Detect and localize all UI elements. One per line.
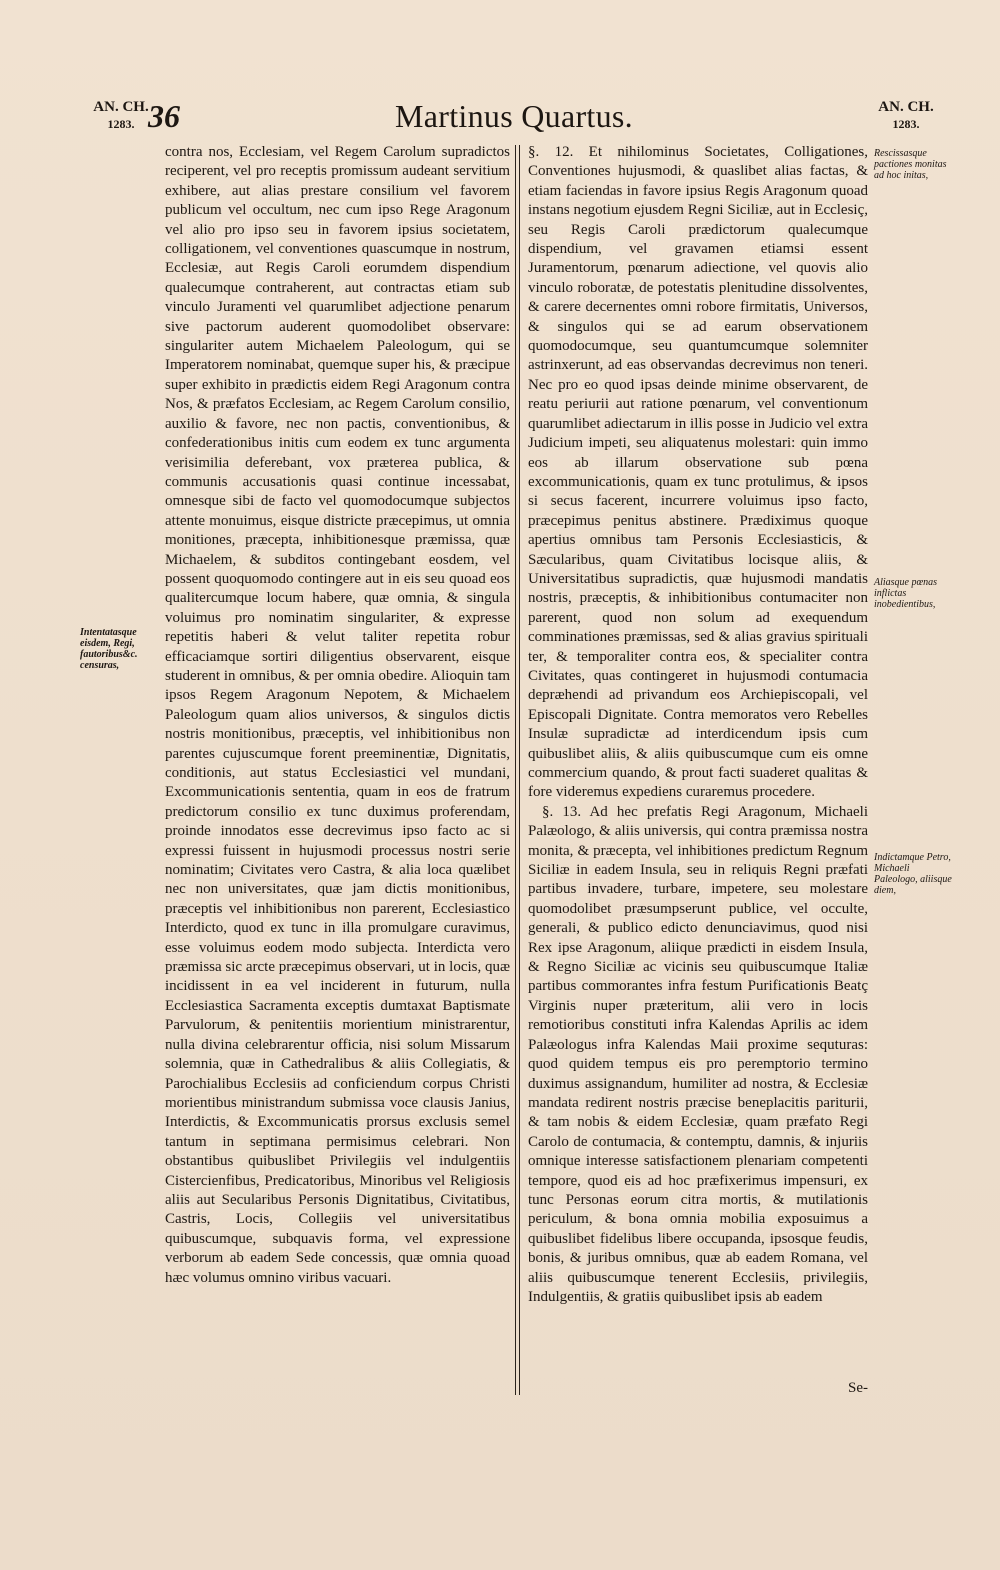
right-paragraph-section-12: §. 12. Et nihilominus Societates, Colligationes, Conventiones hujusmodi, & quaslibet alias factas, & etiam faciendas in favore ipsius Regis Aragonum quoad instans negotium ejusdem Regni Siciliæ, aut in Ecclesiç, seu Regis Caroli prædictorum qualecumque dispendium, vel gravamen etiamsi essent Juramentorum, pœnarum adiectione, vel quovis alio vinculo roboratæ, de potestatis plenitudine dissolventes, & carere decernentes omni robore firmitatis, Universos, & singulos qui se ad earum observationem quomodocumque, seu quantumcumque solemniter astrinxerunt, ad eas observandas decrevimus non teneri. Nec pro eo quod ipsas deinde minime observarent, de reatu periurii aut ratione pœnarum, vel conventionum quarumlibet adiectarum in illis posse in Judicio vel extra Judicium impeti, seu aliquatenus molestari: quin immo eos ab illarum observatione sub pœna excommunicationis, quam ex tunc protulimus, & ipsos si secus facerent, incurrere voluimus ipso facto, præcepimus penitus abstinere. Prædiximus quoque apertius omnibus tam Personis Ecclesiasticis, & Sæcularibus, quam Civitatibus locisque aliis, & Universitatibus supradictis, quæ hujusmodi mandatis nostris, præceptis, & inhibitionibus contumaciter non parerent, quod non solum ad exequendum comminationes præmissas, sed & alias gravius spirituali ter, & temporaliter contra eos, & specialiter contra Civitates, quas contingeret in hujusmodi contumacia depræhendi ad privandum eos Archiepiscopali, vel Episcopali Dignitate. Contra memoratos vero Rebelles Insulæ supradictæ ad interdicendum ipsis cum quibuslibet aliis, & aliis quibuscumque cum eis omne commercium quando, & prout facti suaderet qualitas & fore videremus expediens curaremus procedere. <box>528 144 868 801</box>
margin-note-right-3: Indictamque Petro, Michaeli Paleologo, aliisque diem, <box>874 852 952 896</box>
year-header-left-year: 1283. <box>107 117 135 131</box>
year-header-left <box>86 100 156 132</box>
running-title: Martinus Quartus. <box>395 98 633 134</box>
margin-note-right-1: Rescissasque pactiones monitas ad hoc initas, <box>874 148 947 181</box>
right-paragraph-section-13: §. 13. Ad hec prefatis Regi Aragonum, Michaeli Palæologo, & aliis universis, qui contra præmissa nostra monita, & præcepta, vel inhibitiones predictum Regnum Siciliæ in eadem Insula, seu in reliquis Regni præfati partibus invadere, turbare, impetere, seu molestare quomodolibet præsumpserunt publice, vel occulte, generali, & publico edicto denunciavimus, quod nisi Rex ipse Aragonum, aliique prædicti in eisdem Insula, & Regno Siciliæ ac vicinis seu quibuscumque Italiæ partibus commorantes infra festum Purificationis Beatç Virginis nuper præteritum, alii vero in locis remotioribus constituti infra Kalendas Aprilis ac idem Palæologus infra Kalendas Maii proxime sequturas: quod quidem tempus eis pro peremptorio termino duximus assignandum, humiliter ad nostra, & Ecclesiæ mandata redirent nostris præcise beneplacitis pariturii, & tam nobis & eidem Ecclesiæ, quam præfato Regi Carolo de contumacia, & contemptu, damnis, & injuriis omnique interesse satisfactionem plenariam competenti tempore, quod eis ad hoc præfixerimus impensuri, ex tunc Personas eorum citra mortis, & mutilationis periculum, & bona omnia mobilia exposuimus a quibuslibet fidelibus libere occupanda, ipsosque feudis, bonis, & juribus omnibus, quæ ab eadem Romana, vel aliis quibuscumque tenerent Ecclesiis, privilegiis, Indulgentiis, & gratiis quibuslibet ipsis ab eadem <box>528 803 868 1305</box>
margin-note-left: Intentatasque eisdem, Regi, fautoribus&c. censuras, <box>80 627 138 671</box>
column-divider <box>515 145 520 1395</box>
left-paragraph: contra nos, Ecclesiam, vel Regem Carolum supradictos reciperent, vel pro receptis promissum audeant servitium exhibere, aut alias prestare consilium vel favorem publicum vel occultum, nec cum ipso Rege Aragonum vel alio pro ipso seu in favorem ipsius societatem, colligationem, vel conventiones quascumque in nostrum, Ecclesiæ, aut Regis Caroli eorumdem dispendium qualecumque contraherent, aut contractas etiam sub vinculo Juramenti vel quarumlibet adjectione penarum sive pactorum auderent quomodolibet observare: singulariter autem Michaelem Paleologum, qui se Imperatorem nominabat, quemque super his, & præcipue super exhibito in prædictis eidem Regi Aragonum contra Nos, & præfatos Ecclesiam, ac Regem Carolum consilio, auxilio & favore, nec non pactis, conventionibus, & confederationibus initis cum eodem ex tunc argumenta verisimilia deferebant, vox præterea publica, & communis accusationis quasi continue incessabat, omnesque sibi de facto vel quomodocumque subjectos attente monuimus, eisque districte præcepimus, ut omnia monitiones, præcepta, inhibitionesque præmissa, quæ Michaelem, & subditos contingebant eosdem, vel possent quoquomodo contingere aut in eis seu quoad eos qualitercumque locum habere, quæ omnia, & singula voluimus pro nominatim singulariter, & expresse repetitis haberi & velut taliter repetita robur efficaciamque sortiri diligentius observarent, eisque studerent in omnibus, & per omnia obedire. Alioquin tam ipsos Regem Aragonum Nepotem, & Michaelem Paleologum quam alios universos, & singulos dictis nostris monitionibus, præceptis, vel inhibitionibus non parentes cujuscumque forent preeminentiæ, Dignitatis, conditionis, aut status Ecclesiastici vel mundani, Excommunicationis sententia, quam in eos de fratrum predictorum consilio ex tunc duximus proferendam, proinde innodatos esse decrevimus ipso facto ac si expressi fuissent in hujusmodi processus nostri serie nominatim; Civitates vero Castra, & alia loca quælibet nec non universitates, quæ jam dictis monitionibus, præceptis vel inhibitionibus non parerent, Ecclesiastico Interdicto, quod ex tunc in illa promulgare curavimus, esse voluimus eodem modo subjecta. Interdicta vero præmissa sic arcte præcepimus observari, ut in locis, quæ incidissent in ea vel inciderent in futurum, nulla Ecclesiastica Sacramenta exceptis dumtaxat Baptismate Parvulorum, & penitentiis morientium ministrarentur, nulla divina celebrarentur officia, nisi solum Missarum solemnia, quæ in Cathedralibus & aliis Collegiatis, & Parochialibus Ecclesiis ad conficiendum corpus Christi morientibus ministrandum submissa voce clausis Janius, Interdictis, & Excommunicatis prorsus exclusis semel tantum in septimana permisimus celebrari. Non obstantibus quibuslibet Privilegiis vel indulgentiis Cistercienfibus, Predicatoribus, Minoribus vel Religiosis aliis aut Secularibus Personis Dignitatibus, Civitatibus, Castris, Locis, Collegiis vel universitatibus quibuscumque, subquavis forma, vel expressione verborum ab eadem Sede concessis, quæ omnia quoad hæc volumus omnino viribus vacuari. <box>165 144 510 1286</box>
left-text-column <box>165 143 510 1288</box>
page-number: 36 <box>148 98 180 134</box>
right-text-column <box>528 143 868 1307</box>
year-header-left-label: AN. CH. <box>93 99 149 115</box>
margin-note-right-2: Aliasque pœnas inflictas inobedientibus, <box>874 577 938 610</box>
year-header-right-year: 1283. <box>892 117 920 131</box>
year-header-right-label: AN. CH. <box>878 99 934 115</box>
catchword: Se- <box>848 1380 868 1396</box>
year-header-right <box>870 100 942 132</box>
